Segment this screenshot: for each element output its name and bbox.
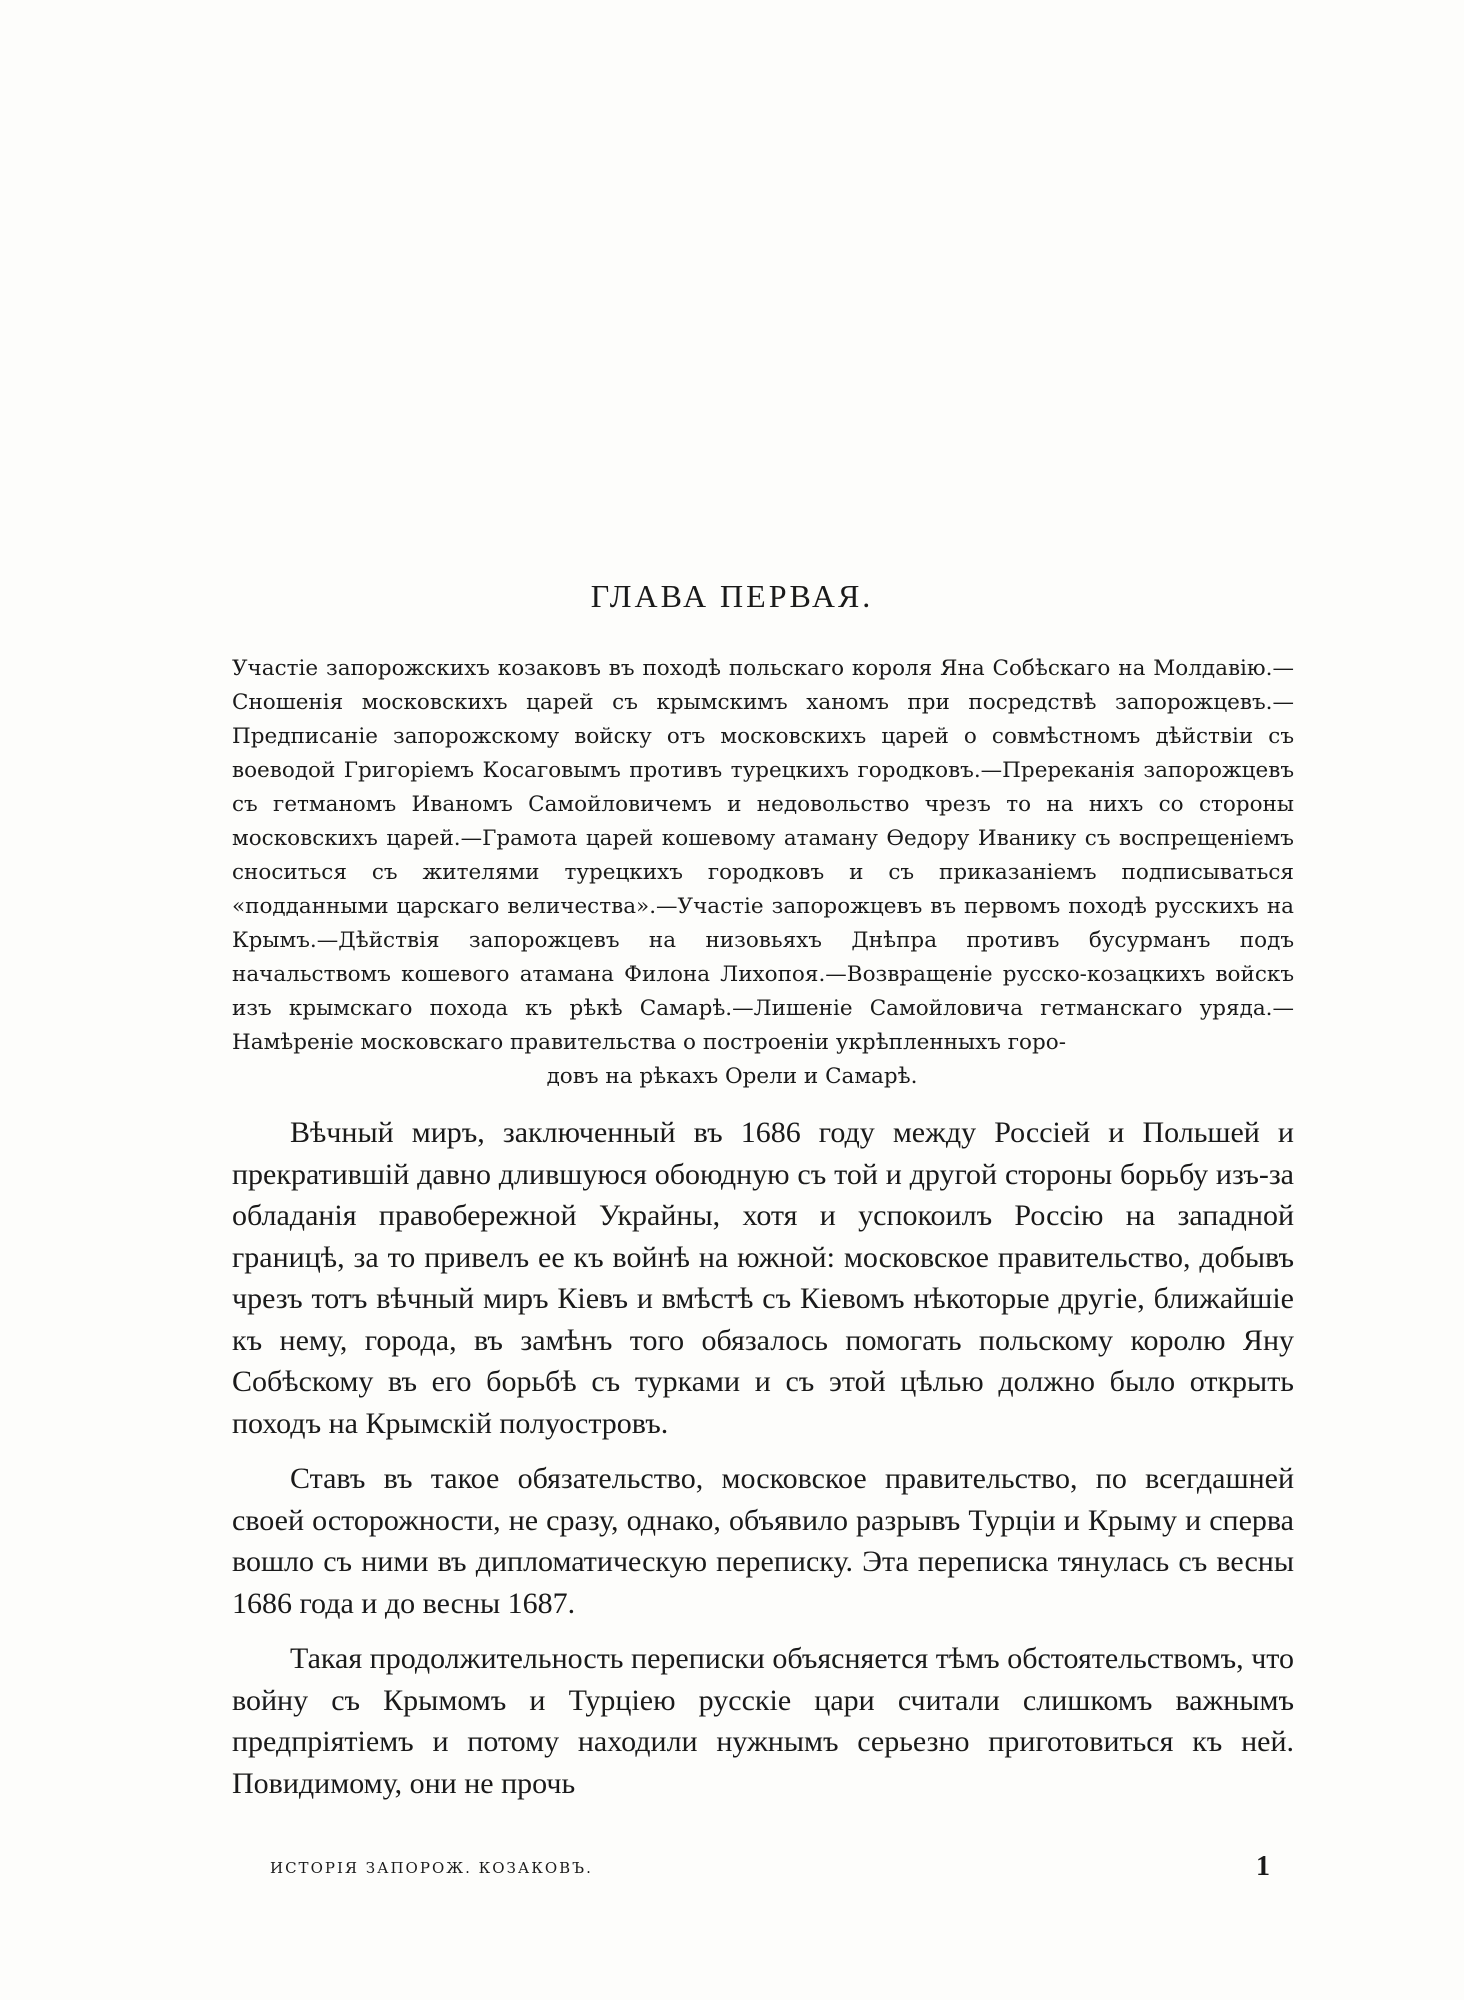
paragraph: Ставъ въ такое обязательство, московское правительство, по всегдашней своей осторожности, не сразу, однако, объявило разрывъ Турціи и Крыму и сперва вошло съ ними въ дипломатическую переписку. Эта переписка тянулась съ весны 1686 года и до весны 1687. [232, 1462, 1294, 1620]
chapter-title: ГЛАВА ПЕРВАЯ. [590, 578, 874, 614]
chapter-summary: Участіе запорожскихъ козаковъ въ походѣ польскаго короля Яна Собѣскаго на Молдавію.—Сношенія московскихъ царей съ крымскимъ ханомъ при посредствѣ запорожцевъ.—Предписаніе запорожскому войску отъ московскихъ царей о совмѣстномъ дѣйствіи съ воеводой Григоріемъ Косаговымъ противъ турецкихъ городковъ.—Пререканія запорожцевъ съ гетманомъ Иваномъ Самойловичемъ и недовольство чрезъ то на нихъ со стороны московскихъ царей.—Грамота царей кошевому атаману Ѳедору Иванику съ воспрещеніемъ сноситься съ жителями турецкихъ городковъ и съ приказаніемъ подписываться «подданными царскаго величества».—Участіе запорожцевъ въ первомъ походѣ русскихъ на Крымъ.—Дѣйствія запорожцевъ на низовьяхъ Днѣпра противъ бусурманъ подъ начальствомъ кошевого атамана Филона Лихопоя.—Возвращеніе русско-козацкихъ войскъ изъ крымскаго похода къ рѣкѣ Самарѣ.—Лишеніе Самойловича гетманскаго уряда.—Намѣреніе московскаго правительства о построеніи укрѣпленныхъ горо- [232, 656, 1294, 1055]
page-footer [270, 1851, 1270, 1887]
paragraph: Вѣчный миръ, заключенный въ 1686 году между Россіей и Польшей и прекратившій давно длившуюся обоюдную съ той и другой стороны борьбу изъ-за обладанія правобережной Украйны, хотя и успокоилъ Россію на западной границѣ, за то привелъ ее къ войнѣ на южной: московское правительство, добывъ чрезъ тотъ вѣчный миръ Кіевъ и вмѣстѣ съ Кіевомъ нѣкоторые другіе, ближайшіе къ нему, города, въ замѣнъ того обязалось помогать польскому королю Яну Собѣскому въ его борьбѣ съ турками и съ этой цѣлью должно было открыть походъ на Крымскій полуостровъ. [232, 1116, 1294, 1440]
page-number: 1 [1256, 1851, 1270, 1882]
running-title: ИСТОРІЯ ЗАПОРОЖ. КОЗАКОВЪ. [270, 1859, 593, 1877]
body-text [232, 1112, 1294, 1804]
paragraph: Такая продолжительность переписки объясняется тѣмъ обстоятельствомъ, что войну съ Крымомъ и Турціею русскіе цари считали слишкомъ важнымъ предпріятіемъ и потому находили нужнымъ серьезно приготовиться къ ней. Повидимому, они не прочь [232, 1642, 1294, 1800]
chapter-summary-last-line: довъ на рѣкахъ Орели и Самарѣ. [546, 1064, 918, 1089]
